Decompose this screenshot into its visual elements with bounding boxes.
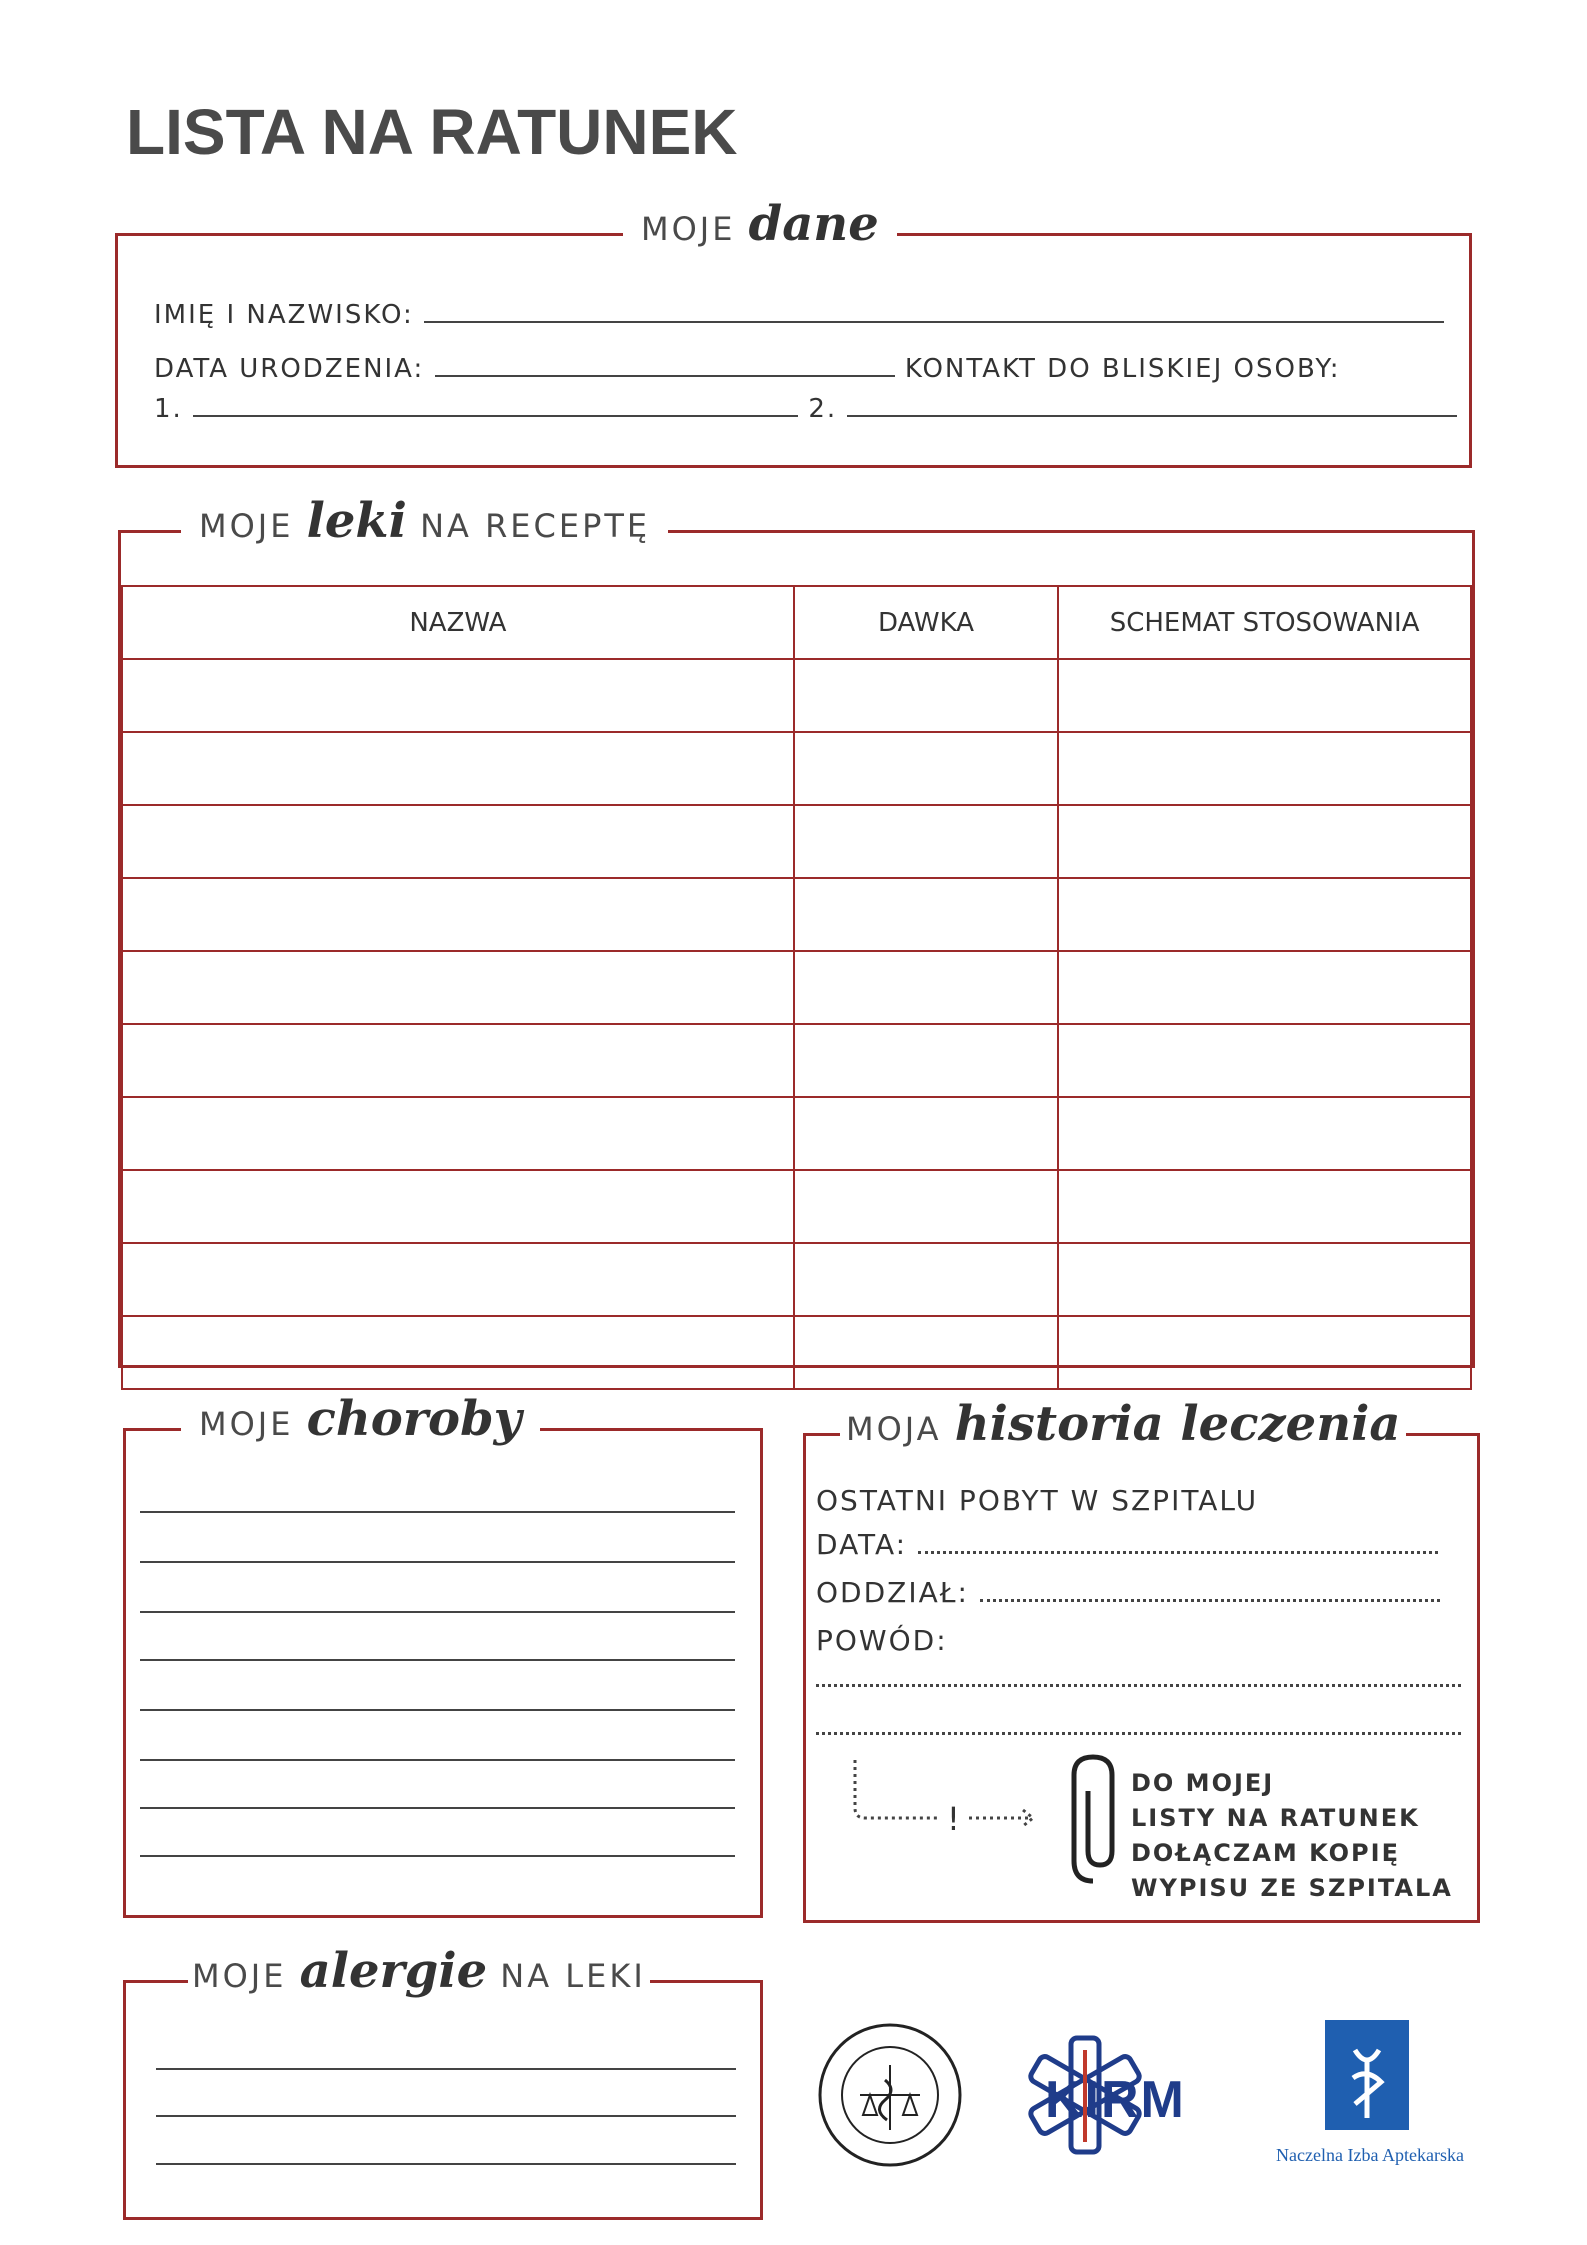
birth-date-label: DATA URODZENIA: xyxy=(154,354,425,384)
disease-line[interactable] xyxy=(140,1611,735,1613)
table-row xyxy=(122,1243,1471,1316)
table-row xyxy=(122,805,1471,878)
table-row xyxy=(122,878,1471,951)
disease-line[interactable] xyxy=(140,1561,735,1563)
kirm-wordmark: KIRM xyxy=(1045,2071,1186,2129)
disease-line[interactable] xyxy=(140,1807,735,1809)
attachment-note: DO MOJEJ LISTY NA RATUNEK DOŁĄCZAM KOPIĘ WYPISU ZE SZPITALA xyxy=(1131,1769,1453,1902)
section-heading: MOJE dane xyxy=(623,196,897,252)
diseases-section xyxy=(123,1391,763,1918)
table-row xyxy=(122,1097,1471,1170)
allergy-line[interactable] xyxy=(156,2068,736,2070)
name-field[interactable] xyxy=(424,301,1444,323)
table-row xyxy=(122,659,1471,732)
column-header: DAWKA xyxy=(794,586,1058,659)
table-row xyxy=(122,732,1471,805)
reason-line[interactable] xyxy=(816,1732,1461,1735)
date-field[interactable] xyxy=(918,1551,1438,1554)
last-stay-label: OSTATNI POBYT W SZPITALU xyxy=(816,1484,1259,1517)
gif-seal-logo xyxy=(815,2020,965,2170)
column-header: SCHEMAT STOSOWANIA xyxy=(1058,586,1471,659)
disease-line[interactable] xyxy=(140,1709,735,1711)
contact-field-2[interactable] xyxy=(847,395,1457,417)
reason-line[interactable] xyxy=(816,1684,1461,1687)
page-title: LISTA NA RATUNEK xyxy=(126,96,738,168)
reason-label: POWÓD: xyxy=(816,1624,948,1657)
ward-field[interactable] xyxy=(980,1599,1440,1602)
ward-label: ODDZIAŁ: xyxy=(816,1576,969,1609)
table-row xyxy=(122,1024,1471,1097)
contact-label: KONTAKT DO BLISKIEJ OSOBY: xyxy=(904,354,1341,384)
disease-line[interactable] xyxy=(140,1855,735,1857)
table-row xyxy=(122,1170,1471,1243)
table-row xyxy=(122,951,1471,1024)
section-heading: MOJE alergie NA LEKI xyxy=(188,1943,650,1999)
allergy-line[interactable] xyxy=(156,2163,736,2165)
contact-field-1[interactable] xyxy=(193,395,798,417)
nia-logo xyxy=(1255,2020,1485,2170)
table-row xyxy=(122,1316,1471,1389)
section-heading: MOJE leki NA RECEPTĘ xyxy=(181,493,668,549)
prescription-drugs-section xyxy=(118,493,1475,1368)
name-label: IMIĘ I NAZWISKO: xyxy=(154,300,414,330)
allergies-section xyxy=(123,1943,763,2220)
section-heading: MOJE choroby xyxy=(181,1391,540,1447)
paperclip-icon xyxy=(1068,1751,1118,1891)
kirm-logo xyxy=(1025,2030,1195,2160)
pharmacy-emblem-icon xyxy=(1325,2020,1409,2130)
disease-line[interactable] xyxy=(140,1659,735,1661)
svg-text:!: ! xyxy=(947,1800,960,1838)
column-header: NAZWA xyxy=(122,586,794,659)
birth-date-field[interactable] xyxy=(435,355,895,377)
dotted-arrow-icon xyxy=(851,1756,1041,1846)
disease-line[interactable] xyxy=(140,1511,735,1513)
treatment-history-section xyxy=(803,1396,1480,1923)
personal-data-section: MOJE dane IMIĘ I NAZWISKO: DATA URODZENIA: KONTAKT DO BLISKIEJ OSOBY: 1. 2. xyxy=(115,233,1472,468)
allergy-line[interactable] xyxy=(156,2115,736,2117)
section-heading: MOJA historia leczenia xyxy=(840,1396,1406,1452)
date-label: DATA: xyxy=(816,1528,908,1561)
disease-line[interactable] xyxy=(140,1759,735,1761)
drugs-table xyxy=(121,585,1472,1390)
nia-name: Naczelna Izba Aptekarska xyxy=(1276,2145,1464,2165)
